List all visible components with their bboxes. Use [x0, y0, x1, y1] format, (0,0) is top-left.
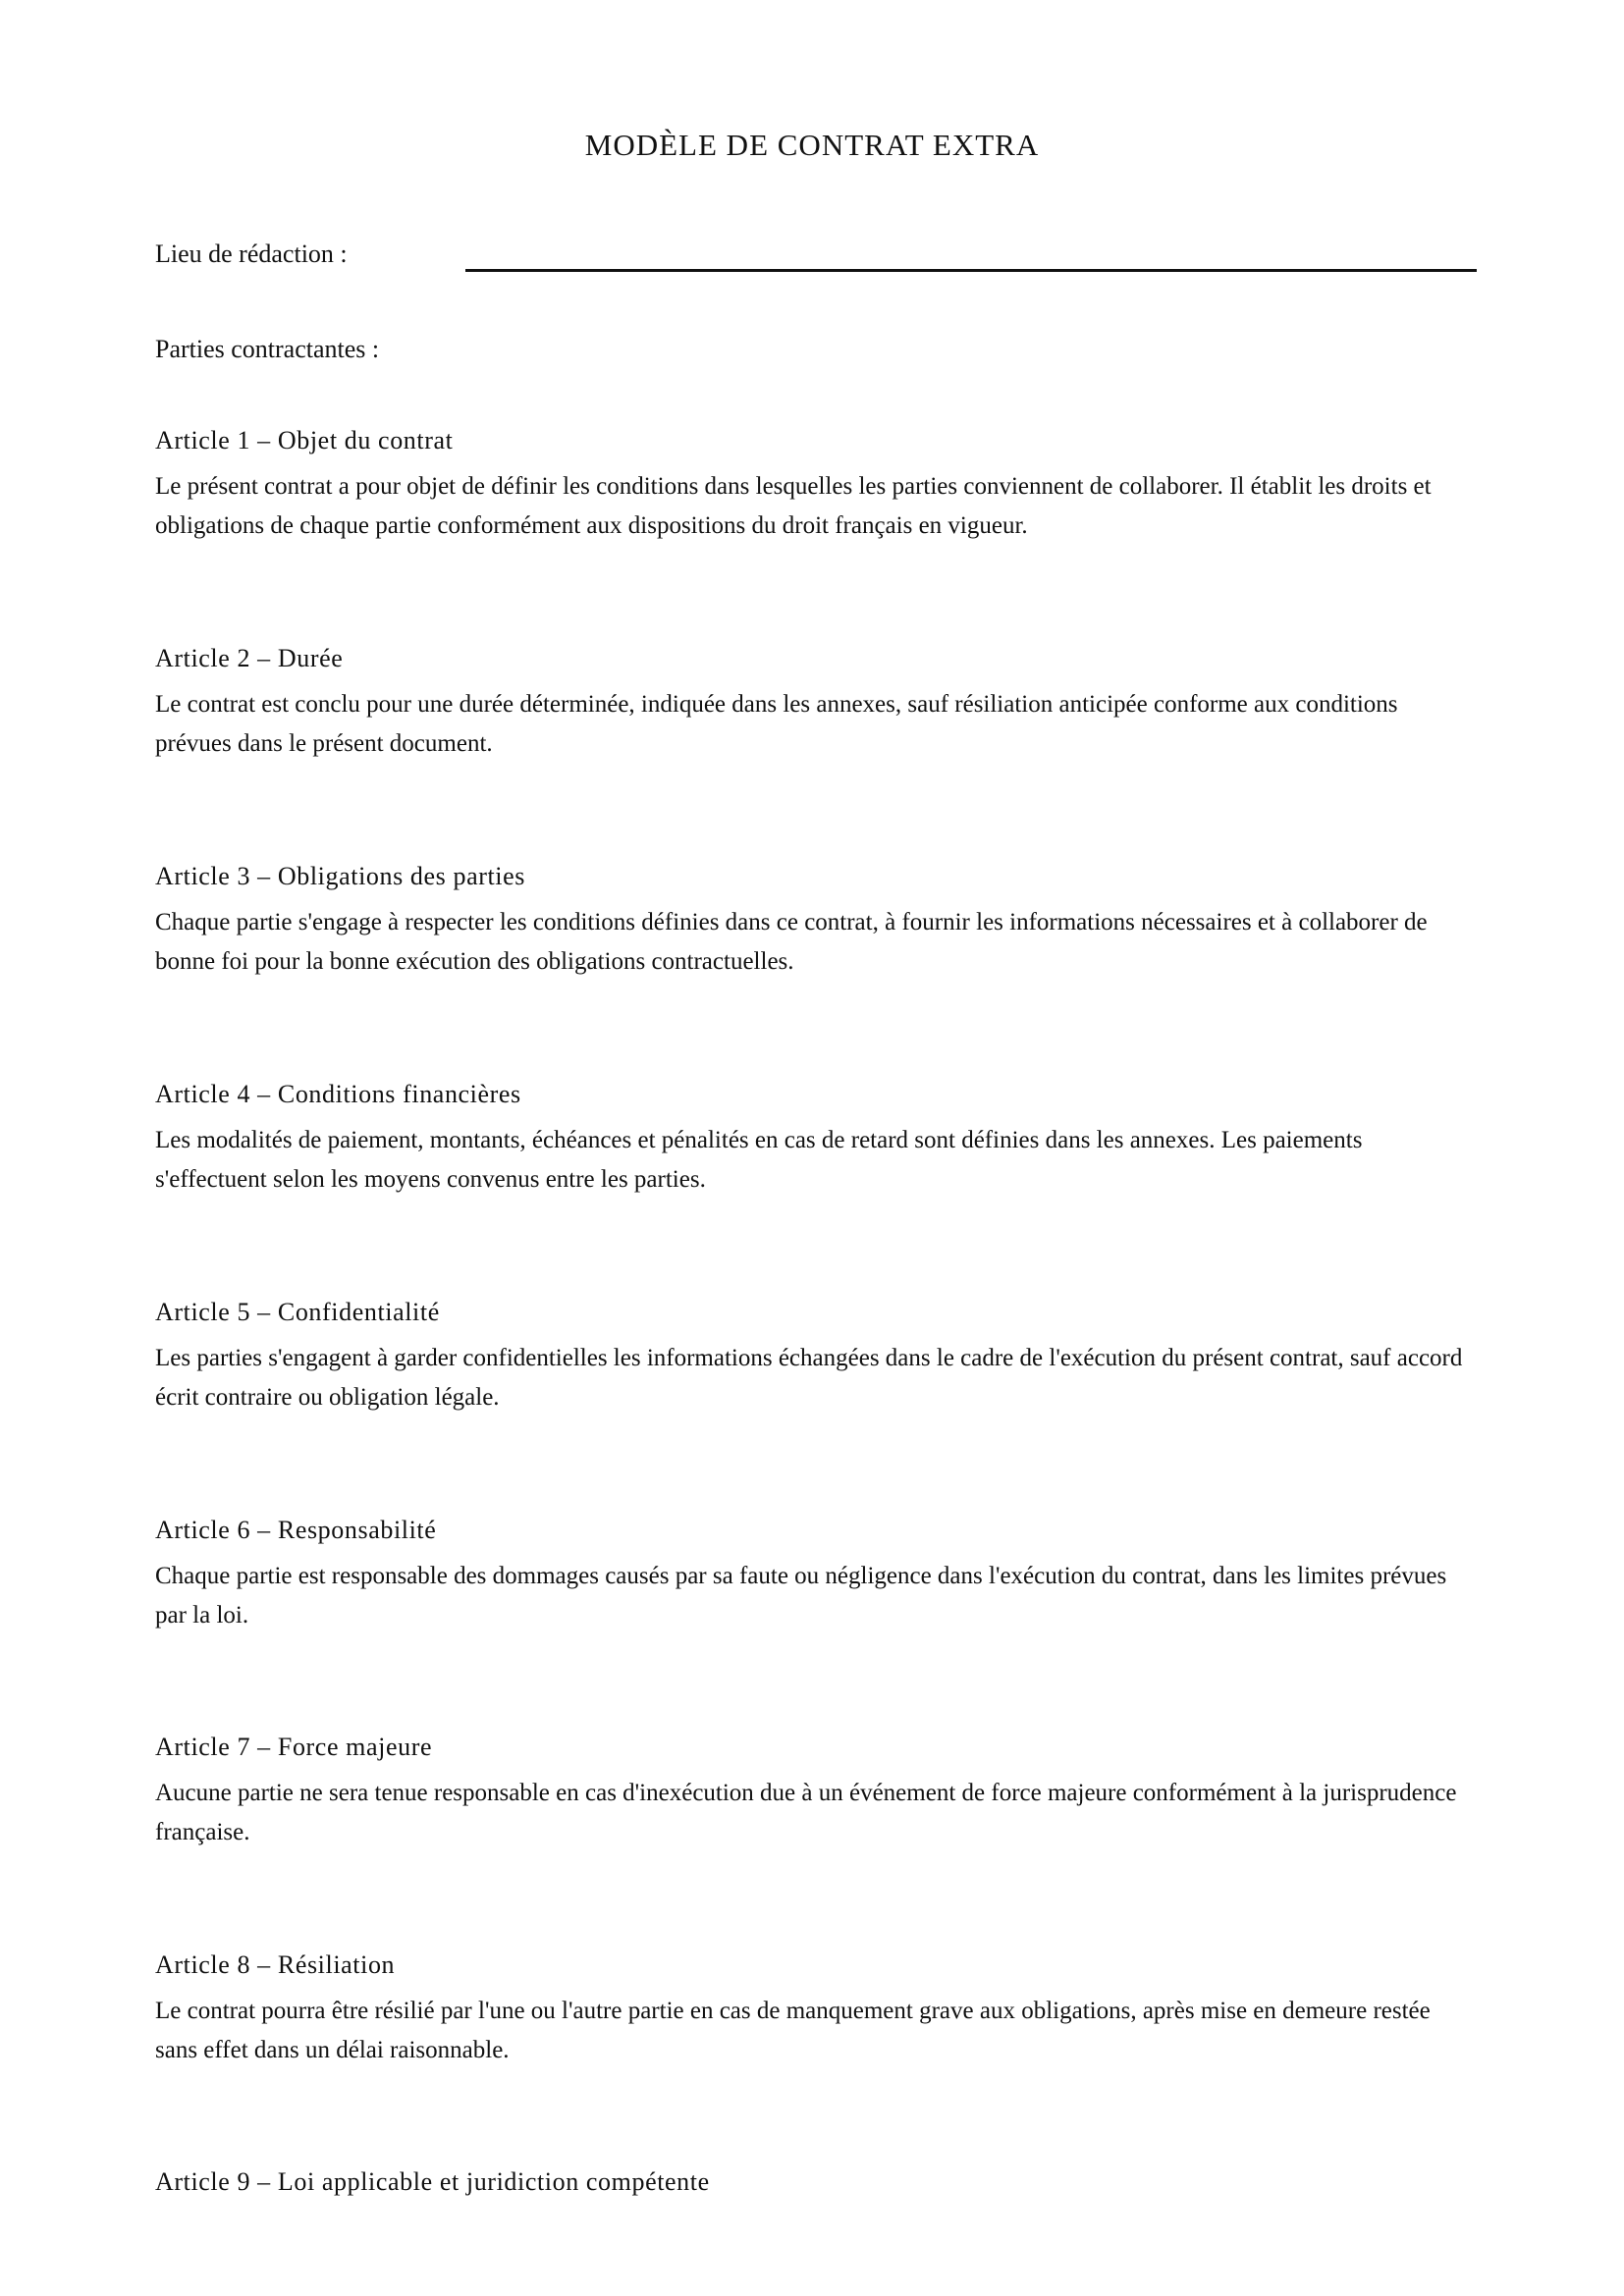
parties-label: Parties contractantes :	[155, 335, 380, 363]
article-heading: Article 9 – Loi applicable et juridiction compétente	[155, 2167, 710, 2196]
article-4	[155, 1078, 1471, 1200]
article-9	[155, 2165, 1471, 2209]
place-label: Lieu de rédaction :	[155, 240, 348, 268]
article-5	[155, 1296, 1471, 1417]
article-body: Le contrat est conclu pour une durée déterminée, indiquée dans les annexes, sauf résiliation anticipée conforme aux conditions prévues dans le présent document.	[155, 691, 1398, 757]
article-8	[155, 1949, 1471, 2070]
article-body: Chaque partie est responsable des dommages causés par sa faute ou négligence dans l'exécution du contrat, dans les limites prévues par la loi.	[155, 1563, 1447, 1629]
article-body: Aucune partie ne sera tenue responsable en cas d'inexécution due à un événement de force majeure conformément à la jurisprudence française.	[155, 1780, 1457, 1845]
article-1	[155, 424, 1471, 546]
article-heading: Article 2 – Durée	[155, 644, 344, 672]
article-3	[155, 860, 1471, 982]
place-input-line[interactable]	[465, 269, 1477, 272]
article-heading: Article 7 – Force majeure	[155, 1733, 433, 1761]
document-title: MODÈLE DE CONTRAT EXTRA	[584, 128, 1040, 162]
article-heading: Article 3 – Obligations des parties	[155, 862, 525, 890]
article-7	[155, 1731, 1471, 1852]
article-body: Le présent contrat a pour objet de définir les conditions dans lesquelles les parties conviennent de collaborer. Il établit les droits et obligations de chaque partie conformément aux dispositions du droit français en vigueur.	[155, 473, 1432, 539]
article-6	[155, 1514, 1471, 1635]
article-body: Chaque partie s'engage à respecter les conditions définies dans ce contrat, à fournir les informations nécessaires et à collaborer de bonne foi pour la bonne exécution des obligations contractuelles.	[155, 909, 1428, 975]
article-heading: Article 1 – Objet du contrat	[155, 426, 454, 454]
article-2	[155, 642, 1471, 764]
article-heading: Article 8 – Résiliation	[155, 1950, 396, 1979]
article-body: Le contrat pourra être résilié par l'une ou l'autre partie en cas de manquement grave aux obligations, après mise en demeure restée sans effet dans un délai raisonnable.	[155, 1998, 1431, 2063]
article-body: Les parties s'engagent à garder confidentielles les informations échangées dans le cadre de l'exécution du présent contrat, sauf accord écrit contraire ou obligation légale.	[155, 1345, 1463, 1411]
article-heading: Article 4 – Conditions financières	[155, 1080, 521, 1108]
article-heading: Article 6 – Responsabilité	[155, 1516, 437, 1544]
article-heading: Article 5 – Confidentialité	[155, 1298, 440, 1326]
article-body: Les modalités de paiement, montants, échéances et pénalités en cas de retard sont définies dans les annexes. Les paiements s'effectuent selon les moyens convenus entre les parties.	[155, 1127, 1363, 1193]
